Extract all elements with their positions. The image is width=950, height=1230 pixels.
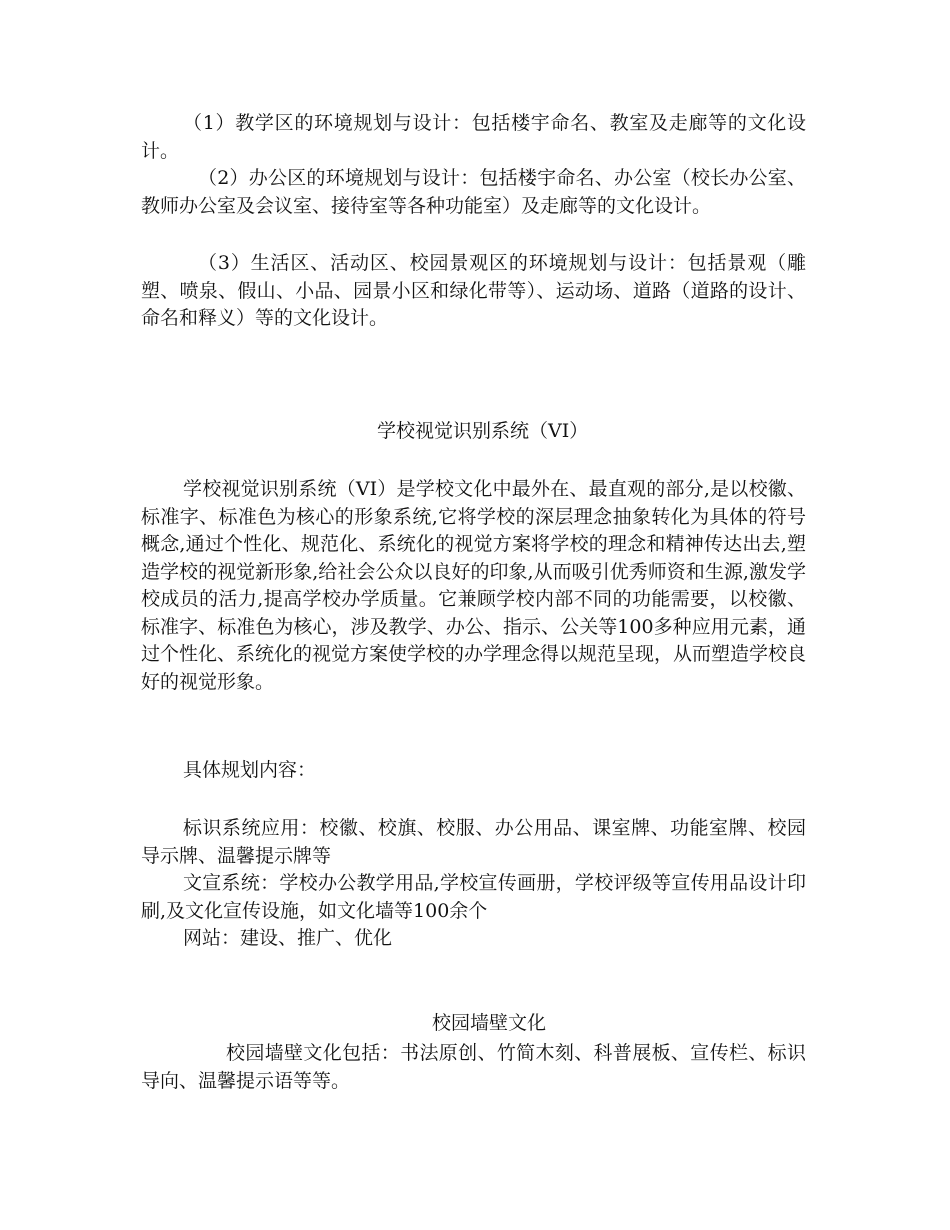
wall-paragraph: 校园墙壁文化包括：书法原创、竹简木刻、科普展板、宣传栏、标识导向、温馨提示语等等。 xyxy=(141,1042,806,1092)
zone-paragraph-2: （2）办公区的环境规划与设计：包括楼宇命名、办公室（校长办公室、教师办公室及会议室、接待室等各种功能室）及走廊等的文化设计。 xyxy=(141,167,806,217)
zone-paragraph-3: （3）生活区、活动区、校园景观区的环境规划与设计：包括景观（雕塑、喷泉、假山、小品、园景小区和绿化带等）、运动场、道路（道路的设计、命名和释义）等的文化设计。 xyxy=(141,252,806,329)
vi-section-title: 学校视觉识别系统（VI） xyxy=(377,420,589,442)
zone-paragraph-1: （1）教学区的环境规划与设计：包括楼宇命名、教室及走廊等的文化设计。 xyxy=(141,112,806,162)
plan-item-publicity-system: 文宣系统：学校办公教学用品,学校宣传画册，学校评级等宣传用品设计印刷,及文化宣传设施，如文化墙等100余个 xyxy=(141,872,806,922)
plan-heading: 具体规划内容： xyxy=(183,759,317,781)
plan-item-identity-system: 标识系统应用：校徽、校旗、校服、办公用品、课室牌、功能室牌、校园导示牌、温馨提示牌等 xyxy=(141,817,806,867)
wall-section-title: 校园墙壁文化 xyxy=(432,1012,547,1034)
vi-intro-paragraph: 学校视觉识别系统（VI）是学校文化中最外在、最直观的部分,是以校徽、标准字、标准色为核心的形象系统,它将学校的深层理念抽象转化为具体的符号概念,通过个性化、规范化、系统化的视觉方案将学校的理念和精神传达出去,塑造学校的视觉新形象,给社会公众以良好的印象,从而吸引优秀师资和生源,激发学校成员的活力,提高学校办学质量。它兼顾学校内部不同的功能需要，以校徽、标准字、标准色为核心，涉及教学、办公、指示、公关等100多种应用元素，通过个性化、系统化的视觉方案使学校的办学理念得以规范呈现，从而塑造学校良好的视觉形象。 xyxy=(141,478,807,693)
plan-item-website: 网站：建设、推广、优化 xyxy=(183,927,393,949)
